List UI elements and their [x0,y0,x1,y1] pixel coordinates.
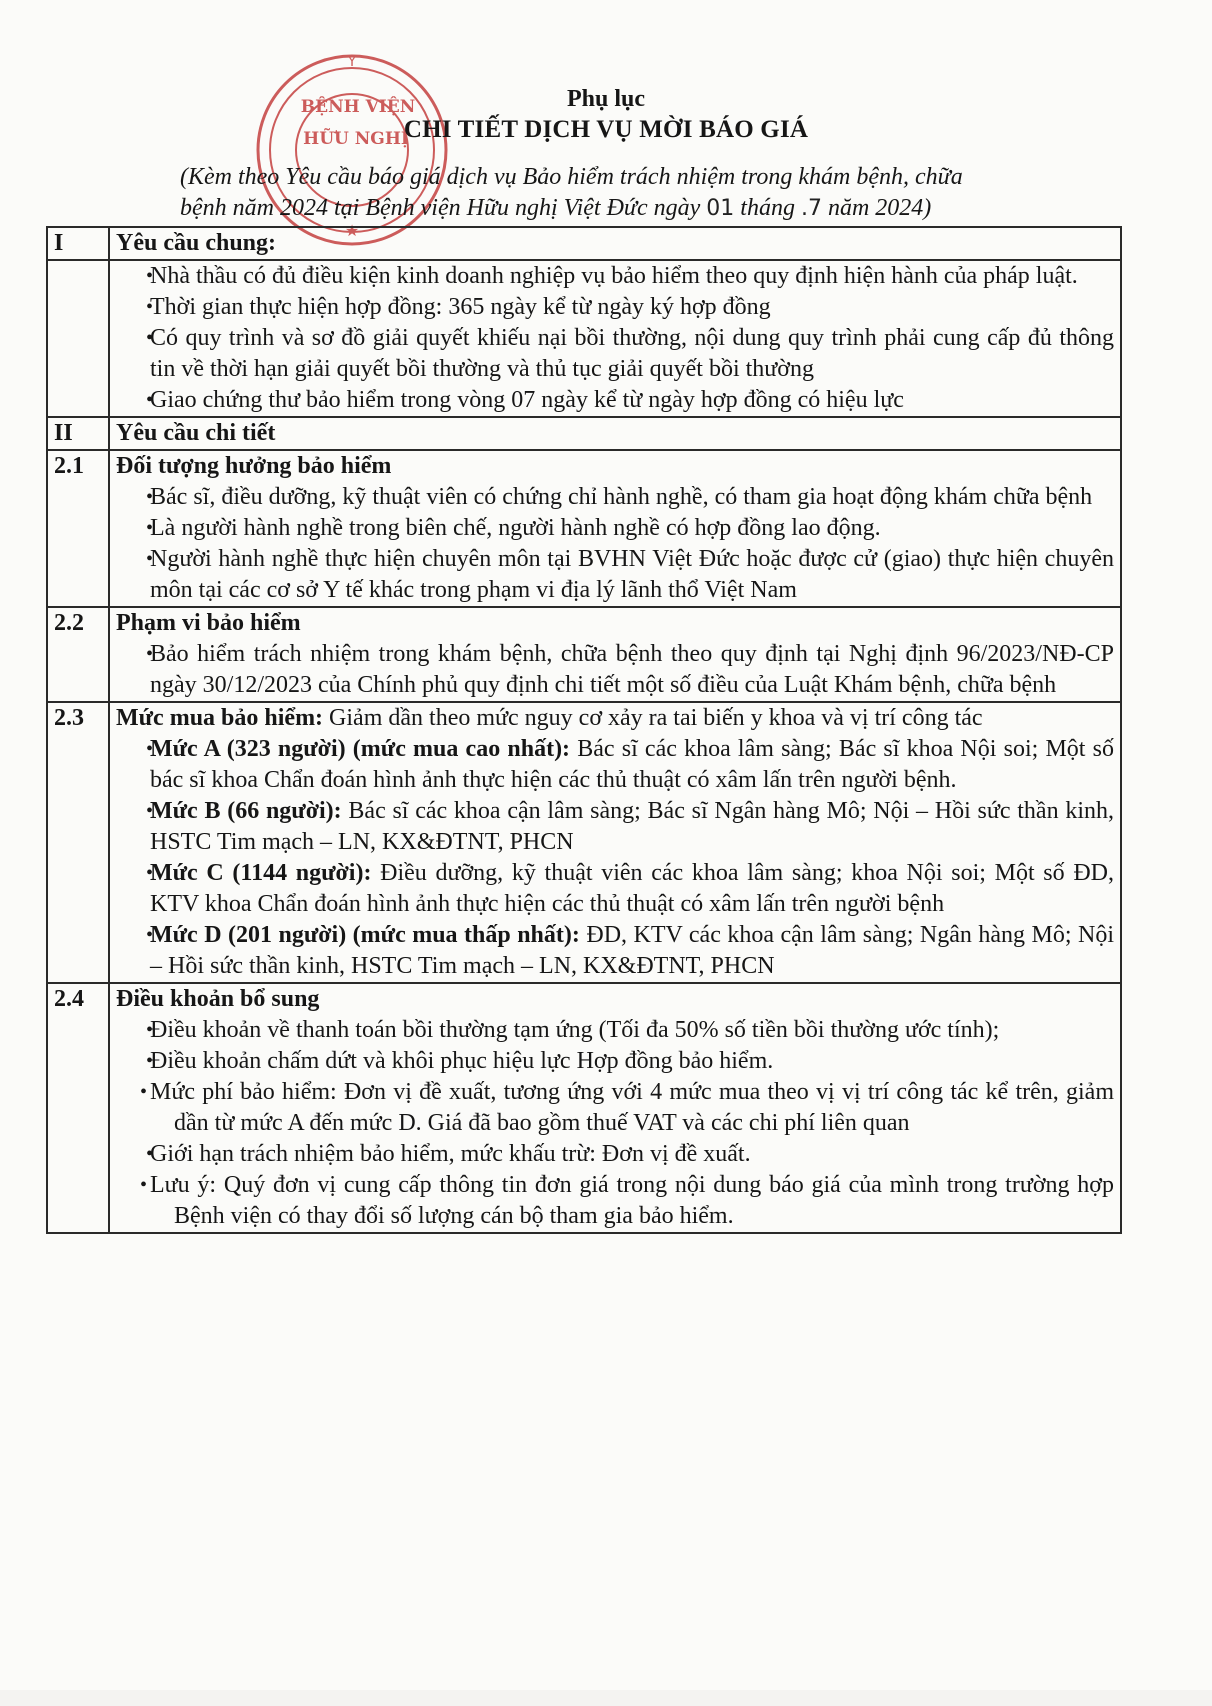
section-number: I [47,227,109,260]
level-text: ĐD, KTV các khoa cận lâm sàng; Ngân hàng Mô; Nội – Hồi sức thần kinh, HSTC Tim mạch – LN, KX&ĐTNT, PHCN [150,922,1115,979]
table-row [47,702,1121,983]
list-item: • Thời gian thực hiện hợp đồng: 365 ngày kể từ ngày ký hợp đồng [116,292,1114,323]
list-item: • Người hành nghề thực hiện chuyên môn tại BVHN Việt Đức hoặc được cử (giao) thực hiện chuyên môn tại các cơ sở Y tế khác trong phạm vi địa lý lãnh thổ Việt Nam [116,544,1114,606]
level-text: Điều dưỡng, kỹ thuật viên các khoa lâm sàng; khoa Nội soi; Một số ĐD, KTV khoa Chẩn đoán hình ảnh thực hiện các thủ thuật có xâm lấn trên người bệnh [150,860,1114,917]
list-item: • Có quy trình và sơ đồ giải quyết khiếu nại bồi thường, nội dung quy trình phải cung cấp đủ thông tin về thời hạn giải quyết bồi thường và thủ tục giải quyết bồi thường [116,323,1114,385]
document-subtitle: CHI TIẾT DỊCH VỤ MỜI BÁO GIÁ [403,116,809,143]
level-lead: Mức A (323 người) (mức mua cao nhất): [150,736,571,762]
level-lead: Mức B (66 người): [150,798,342,824]
section-cell [109,417,1121,450]
document-note [180,162,1120,224]
section-title: Phạm vi bảo hiểm [116,610,301,636]
level-text: Bác sĩ các khoa lâm sàng; Bác sĩ khoa Nội soi; Một số bác sĩ khoa Chẩn đoán hình ảnh thực hiện các thủ thuật có xâm lấn trên người bệnh. [150,736,1114,793]
section-title: Điều khoản bổ sung [116,986,320,1012]
level-text: Bác sĩ các khoa cận lâm sàng; Bác sĩ Ngân hàng Mô; Nội – Hồi sức thần kinh, HSTC Tim mạch – LN, KX&ĐTNT, PHCN [150,798,1114,855]
document-header [0,84,1212,146]
stamp-line2: HỮU NGHỊ [303,129,409,149]
section-number: 2.1 [47,450,109,607]
list-item: • Điều khoản chấm dứt và khôi phục hiệu lực Hợp đồng bảo hiểm. [116,1046,1114,1077]
section-heading-line [116,703,1114,734]
list-item [116,920,1114,982]
note-line-1: (Kèm theo Yêu cầu báo giá dịch vụ Bảo hiểm trách nhiệm trong khám bệnh, chữa [180,164,963,190]
table-row [47,983,1121,1233]
section-number: 2.2 [47,607,109,702]
section-cell [109,227,1121,260]
note-year: năm 2024) [827,195,932,221]
list-item: • Giới hạn trách nhiệm bảo hiểm, mức khấu trừ: Đơn vị đề xuất. [116,1139,1114,1170]
section-title: Đối tượng hưởng bảo hiểm [116,453,392,479]
section-title: Yêu cầu chung: [116,230,277,256]
list-item: • Bác sĩ, điều dưỡng, kỹ thuật viên có chứng chỉ hành nghề, có tham gia hoạt động khám chữa bệnh [116,482,1114,513]
list-item: • Giao chứng thư bảo hiểm trong vòng 07 ngày kể từ ngày hợp đồng có hiệu lực [116,385,1114,416]
list-item: • Mức phí bảo hiểm: Đơn vị đề xuất, tương ứng với 4 mức mua theo vị vị trí công tác kể trên, giảm dần từ mức A đến mức D. Giá đã bao gồm thuế VAT và các chi phí liên quan [116,1077,1114,1139]
note-line-2 [180,193,1120,224]
section-cell [109,702,1121,983]
section-cell [109,607,1121,702]
list-item: • Điều khoản về thanh toán bồi thường tạm ứng (Tối đa 50% số tiền bồi thường ước tính); [116,1015,1114,1046]
section-number-empty [47,260,109,417]
document-title: Phụ lục [566,86,646,112]
section-cell [109,450,1121,607]
list-item: • Nhà thầu có đủ điều kiện kinh doanh nghiệp vụ bảo hiểm theo quy định hiện hành của pháp luật. [116,261,1114,292]
section-title: Mức mua bảo hiểm: [116,705,324,731]
section-number: 2.3 [47,702,109,983]
list-item: • Lưu ý: Quý đơn vị cung cấp thông tin đơn giá trong nội dung báo giá của mình trong trường hợp Bệnh viện có thay đổi số lượng cán bộ tham gia bảo hiểm. [116,1170,1114,1232]
table-row [47,450,1121,607]
list-item [116,734,1114,796]
table-row [47,417,1121,450]
list-item: • Bảo hiểm trách nhiệm trong khám bệnh, chữa bệnh theo quy định tại Nghị định 96/2023/NĐ-CP ngày 30/12/2023 của Chính phủ quy định chi tiết một số điều của Luật Khám bệnh, chữa bệnh [116,639,1114,701]
stamp-top-mark: Y [347,54,357,70]
note-month-handwritten: .7 [800,196,822,221]
level-lead: Mức D (201 người) (mức mua thấp nhất): [150,922,580,948]
section-title-rest: Giảm dần theo mức nguy cơ xảy ra tai biến y khoa và vị trí công tác [323,705,983,731]
section-cell [109,260,1121,417]
list-item [116,858,1114,920]
level-lead: Mức C (1144 người): [150,860,372,886]
section-number: II [47,417,109,450]
section-title: Yêu cầu chi tiết [116,420,276,446]
note-month-label: tháng [740,195,795,221]
table-row [47,607,1121,702]
note-day-handwritten: 01 [706,196,735,221]
list-item [116,796,1114,858]
list-item: • Là người hành nghề trong biên chế, người hành nghề có hợp đồng lao động. [116,513,1114,544]
section-number: 2.4 [47,983,109,1233]
table-row [47,260,1121,417]
stamp-star-icon: ★ [344,221,360,240]
table-row [47,227,1121,260]
note-date-prefix: bệnh năm 2024 tại Bệnh viện Hữu nghị Việt Đức ngày [180,195,701,221]
section-cell [109,983,1121,1233]
requirements-table [46,226,1122,1234]
stamp-line1: BỆNH VIỆN [300,97,416,117]
